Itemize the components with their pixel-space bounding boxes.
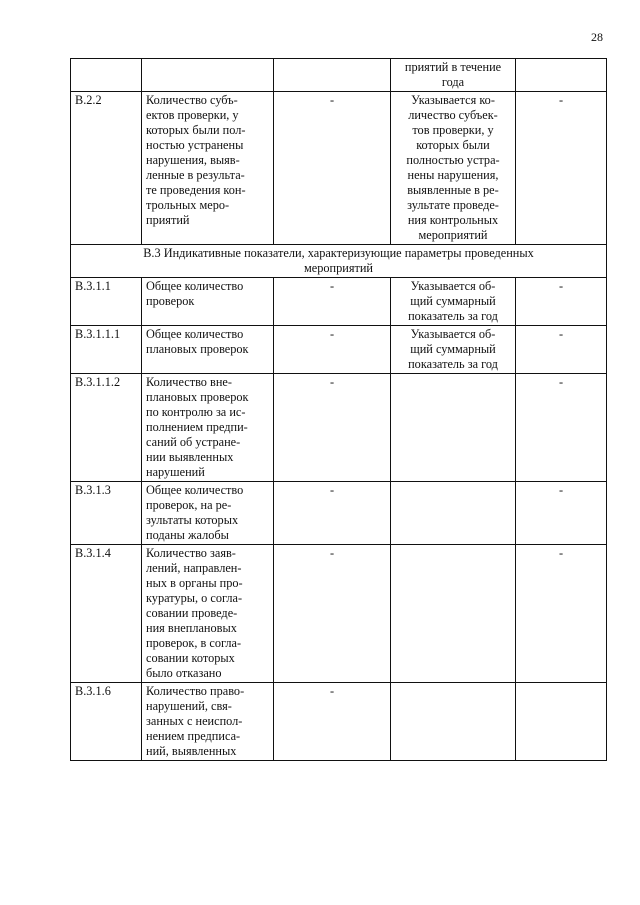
indicator-extra: - (516, 278, 607, 326)
indicator-note (391, 545, 516, 683)
table-row (71, 374, 607, 482)
indicator-note: Указывается об- щий суммарный показатель за год (391, 278, 516, 326)
indicator-extra: - (516, 482, 607, 545)
indicators-table (70, 58, 607, 761)
indicator-note (391, 683, 516, 761)
table-row (71, 683, 607, 761)
indicator-name: Количество субъ- ектов проверки, у которых были пол- ностью устранены нарушения, выяв- ленные в результа- те проведения кон- трольных меро- приятий (142, 92, 274, 245)
indicator-note (391, 374, 516, 482)
indicator-extra: - (516, 326, 607, 374)
indicator-note (391, 482, 516, 545)
indicator-code: В.2.2 (71, 92, 142, 245)
indicator-name: Общее количество проверок, на ре- зультаты которых поданы жалобы (142, 482, 274, 545)
indicator-extra: - (516, 374, 607, 482)
indicator-code: В.3.1.1 (71, 278, 142, 326)
table-row (71, 278, 607, 326)
indicator-value: - (274, 278, 391, 326)
indicator-value: - (274, 374, 391, 482)
indicator-extra: - (516, 545, 607, 683)
indicator-value: - (274, 683, 391, 761)
indicator-value: - (274, 92, 391, 245)
indicator-extra (516, 59, 607, 92)
indicator-name (142, 59, 274, 92)
indicator-value (274, 59, 391, 92)
indicator-code: В.3.1.4 (71, 545, 142, 683)
indicator-extra: - (516, 92, 607, 245)
table-row (71, 326, 607, 374)
indicator-note: приятий в течение года (391, 59, 516, 92)
table-row (71, 545, 607, 683)
indicator-code: В.3.1.6 (71, 683, 142, 761)
page-number: 28 (591, 30, 603, 44)
indicator-value: - (274, 326, 391, 374)
section-title: В.3 Индикативные показатели, характеризующие параметры проведенных мероприятий (71, 245, 607, 278)
indicator-name: Общее количество плановых проверок (142, 326, 274, 374)
indicator-name: Количество вне- плановых проверок по контролю за ис- полнением предпи- саний об устране- нии выявленных нарушений (142, 374, 274, 482)
table-row (71, 92, 607, 245)
indicator-note: Указывается об- щий суммарный показатель за год (391, 326, 516, 374)
table-row (71, 482, 607, 545)
indicator-code: В.3.1.3 (71, 482, 142, 545)
table-row (71, 59, 607, 92)
indicator-code: В.3.1.1.1 (71, 326, 142, 374)
section-header-row (71, 245, 607, 278)
indicator-value: - (274, 545, 391, 683)
indicator-value: - (274, 482, 391, 545)
indicator-note: Указывается ко- личество субъек- тов проверки, у которых были полностью устра- нены нарушения, выявленные в ре- зультате проведе- ния контрольных мероприятий (391, 92, 516, 245)
indicator-name: Количество заяв- лений, направлен- ных в органы про- куратуры, о согла- совании проведе- ния внеплановых проверок, в согла- совании которых было отказано (142, 545, 274, 683)
indicator-name: Общее количество проверок (142, 278, 274, 326)
indicator-code: В.3.1.1.2 (71, 374, 142, 482)
indicator-extra (516, 683, 607, 761)
indicator-code (71, 59, 142, 92)
indicator-name: Количество право- нарушений, свя- занных с неиспол- нением предписа- ний, выявленных (142, 683, 274, 761)
